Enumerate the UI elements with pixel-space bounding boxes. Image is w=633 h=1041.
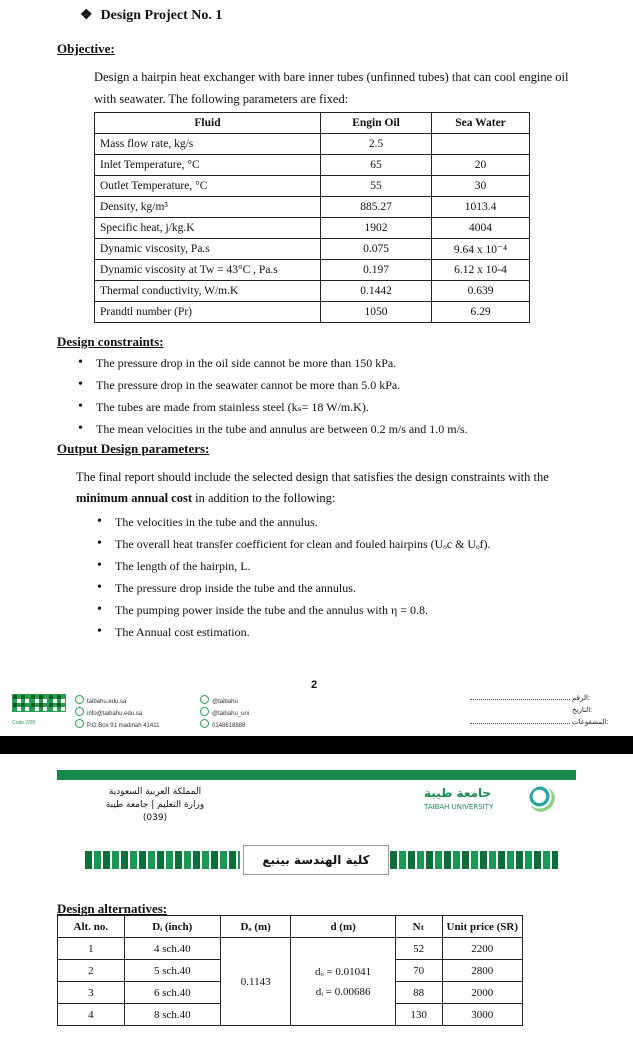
engine-oil-cell: 55 — [321, 176, 432, 197]
list-item: • The tubes are made from stainless steel (kₛ= 18 W/m.K). — [78, 396, 468, 418]
table-row — [95, 218, 530, 239]
list-item: • The overall heat transfer coefficient for clean and fouled hairpins (Uₒc & Uₒf). — [97, 533, 491, 555]
list-item: • The pressure drop inside the tube and the annulus. — [97, 577, 491, 599]
alt-no-cell: 3 — [58, 982, 125, 1004]
output-text-rest: in addition to the following: — [192, 491, 336, 505]
header-alt-no: Alt. no. — [58, 916, 125, 938]
sea-water-cell: 6.12 x 10-4 — [432, 260, 530, 281]
ministry-block — [85, 786, 225, 825]
objective-text-line2: with seawater. The following parameters are fixed: — [94, 92, 349, 106]
university-name-ar: جامعة طيبة — [424, 786, 492, 800]
alternatives-table — [57, 915, 523, 1026]
footer-social: @taibahu — [200, 695, 238, 705]
price-cell: 2200 — [442, 938, 523, 960]
project-title: Design Project No. 1 — [100, 8, 223, 23]
list-item: • The Annual cost estimation. — [97, 621, 491, 643]
param-label-cell: Specific heat, j/kg.K — [95, 218, 321, 239]
sea-water-cell: 6.29 — [432, 302, 530, 323]
footer-website: taibahu.edu.sa — [75, 695, 126, 705]
sea-water-cell: 0.639 — [432, 281, 530, 302]
engine-oil-cell: 885.27 — [321, 197, 432, 218]
sea-water-cell: 20 — [432, 155, 530, 176]
header-green-bar — [57, 770, 576, 780]
footer-number-field: الرقم: — [470, 694, 590, 702]
engine-oil-cell: 0.197 — [321, 260, 432, 281]
header-fluid: Fluid — [95, 113, 321, 134]
table-row — [95, 260, 530, 281]
email-icon — [75, 707, 84, 716]
nt-cell: 130 — [395, 1004, 442, 1026]
di-cell: 6 sch.40 — [124, 982, 220, 1004]
footer-attachments-field: المشفوعات: — [470, 718, 608, 726]
footer-date-field: التاريخ: — [572, 707, 593, 714]
list-item: • The pumping power inside the tube and the annulus with η = 0.8. — [97, 599, 491, 621]
table-header-row — [95, 113, 530, 134]
d-cell — [291, 938, 395, 1026]
header-sea-water: Sea Water — [432, 113, 530, 134]
output-text-line1: The final report should include the selected design that satisfies the design constraints with the — [76, 470, 549, 484]
constraints-list — [78, 352, 468, 440]
sea-water-cell: 9.64 x 10⁻⁴ — [432, 239, 530, 260]
di-cell: 5 sch.40 — [124, 960, 220, 982]
price-cell: 2800 — [442, 960, 523, 982]
d-outer-value: dₒ = 0.01041 — [315, 965, 372, 978]
objective-title: Objective: — [57, 41, 115, 56]
di-cell: 8 sch.40 — [124, 1004, 220, 1026]
footer-email: info@taibahu.edu.sa — [75, 707, 142, 717]
alt-no-cell: 1 — [58, 938, 125, 960]
output-list — [97, 511, 491, 643]
location-icon — [75, 719, 84, 728]
objective-text-line1: Design a hairpin heat exchanger with bare inner tubes (unfinned tubes) that can cool engine oil — [94, 70, 569, 84]
document-page-2 — [0, 754, 633, 1041]
list-item: • The pressure drop in the oil side cannot be more than 150 kPa. — [78, 352, 468, 374]
footer-address: P.O.Box 91 madinah 41411 — [75, 719, 160, 729]
decorative-pattern-right — [390, 851, 558, 869]
table-row — [95, 281, 530, 302]
table-row — [95, 155, 530, 176]
page-footer — [0, 690, 633, 736]
qr-code-icon — [12, 694, 30, 712]
engine-oil-cell: 2.5 — [321, 134, 432, 155]
table-row — [58, 938, 523, 960]
university-name-en: TAIBAH UNIVERSITY — [424, 803, 494, 811]
param-label-cell: Inlet Temperature, °C — [95, 155, 321, 176]
output-text-bold: minimum annual cost — [76, 491, 192, 505]
engine-oil-cell: 0.075 — [321, 239, 432, 260]
footer-twitter: @taibahu_uni — [200, 707, 249, 717]
param-label-cell: Thermal conductivity, W/m.K — [95, 281, 321, 302]
alt-no-cell: 2 — [58, 960, 125, 982]
header-engine-oil: Engin Oil — [321, 113, 432, 134]
alt-no-cell: 4 — [58, 1004, 125, 1026]
sea-water-cell: 4004 — [432, 218, 530, 239]
page-number: 2 — [311, 679, 318, 691]
parameter-table — [94, 112, 530, 323]
ministry-text: وزارة التعليم | جامعة طيبة — [105, 800, 205, 810]
param-label-cell: Density, kg/m³ — [95, 197, 321, 218]
alternatives-title: Design alternatives: — [57, 901, 168, 916]
param-label-cell: Mass flow rate, kg/s — [95, 134, 321, 155]
output-title: Output Design parameters: — [57, 441, 210, 456]
table-row — [95, 239, 530, 260]
d-inner-value: dᵢ = 0.00686 — [315, 985, 371, 998]
header-d: d (m) — [291, 916, 395, 938]
nt-cell: 88 — [395, 982, 442, 1004]
price-cell: 2000 — [442, 982, 523, 1004]
social-icon — [200, 695, 209, 704]
engine-oil-cell: 1902 — [321, 218, 432, 239]
header-do: Dₒ (m) — [220, 916, 291, 938]
list-item: • The length of the hairpin, L. — [97, 555, 491, 577]
kingdom-text: المملكة العربية السعودية — [108, 787, 202, 797]
sea-water-cell: 30 — [432, 176, 530, 197]
engine-oil-cell: 65 — [321, 155, 432, 176]
table-row — [95, 197, 530, 218]
di-cell: 4 sch.40 — [124, 938, 220, 960]
param-label-cell: Dynamic viscosity, Pa.s — [95, 239, 321, 260]
twitter-icon — [200, 707, 209, 716]
page-separator — [0, 736, 633, 754]
alternatives-header-row — [58, 916, 523, 938]
engine-oil-cell: 0.1442 — [321, 281, 432, 302]
nt-cell: 70 — [395, 960, 442, 982]
ministry-code: (039) — [142, 813, 168, 823]
nt-cell: 52 — [395, 938, 442, 960]
university-emblem-icon — [529, 786, 555, 812]
constraints-title: Design constraints: — [57, 334, 164, 349]
price-cell: 3000 — [442, 1004, 523, 1026]
sea-water-cell — [432, 134, 530, 155]
decorative-pattern-left — [85, 851, 240, 869]
diamond-bullet-icon: ❖ — [80, 8, 93, 23]
table-row — [95, 134, 530, 155]
header-di: Dᵢ (inch) — [124, 916, 220, 938]
project-heading — [80, 7, 222, 24]
list-item: • The mean velocities in the tube and annulus are between 0.2 m/s and 1.0 m/s. — [78, 418, 468, 440]
do-cell: 0.1143 — [220, 938, 291, 1026]
table-row — [95, 302, 530, 323]
college-name: كلية الهندسة بينبع — [243, 845, 389, 875]
table-row — [95, 176, 530, 197]
sea-water-cell: 1013.4 — [432, 197, 530, 218]
header-nt: Nₜ — [395, 916, 442, 938]
header-unit-price: Unit price (SR) — [442, 916, 523, 938]
engine-oil-cell: 1050 — [321, 302, 432, 323]
qr-code-icon — [30, 694, 48, 712]
param-label-cell: Prandtl number (Pr) — [95, 302, 321, 323]
phone-icon — [200, 719, 209, 728]
param-label-cell: Dynamic viscosity at Tw = 43°C , Pa.s — [95, 260, 321, 281]
university-logo — [424, 786, 534, 811]
qr-caption: Code 2/08 — [12, 720, 36, 726]
param-label-cell: Outlet Temperature, °C — [95, 176, 321, 197]
output-text-line2 — [76, 488, 335, 508]
list-item: • The pressure drop in the seawater cannot be more than 5.0 kPa. — [78, 374, 468, 396]
list-item: • The velocities in the tube and the annulus. — [97, 511, 491, 533]
footer-phone: 0148618888 — [200, 719, 245, 729]
globe-icon — [75, 695, 84, 704]
qr-code-icon — [48, 694, 66, 712]
